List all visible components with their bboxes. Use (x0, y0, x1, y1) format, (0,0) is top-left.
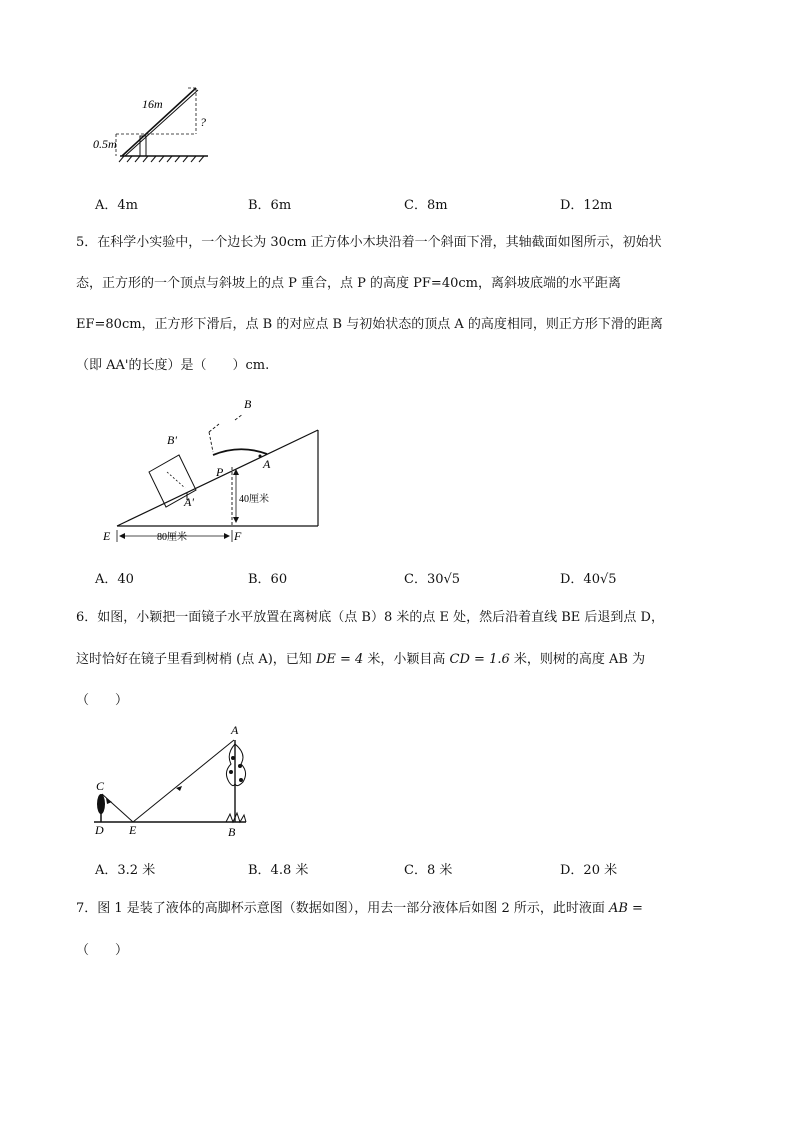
q7-line-1-text: 7．图 1 是装了液体的高脚杯示意图（数据如图），用去一部分液体后如图 2 所示，此时液面 (76, 901, 609, 916)
q6-line-2-mid: 米，小颖目高 (363, 652, 450, 667)
q5-label-b-prime: B' (167, 433, 177, 447)
q4-length-label: 16m (142, 97, 163, 111)
q5-label-p: P (216, 465, 224, 479)
q6-option-c[interactable]: C．8 米 (404, 863, 453, 878)
q4-unknown-label: ? (200, 115, 206, 129)
q6-label-e: E (129, 823, 137, 837)
q5-height-label: 40厘米 (239, 494, 269, 505)
q5-line-2: 态，正方形的一个顶点与斜坡上的点 P 重合，点 P 的高度 PF=40cm，离斜坡底端的水平距离 (76, 276, 621, 291)
q5-base-label: 80厘米 (157, 532, 187, 543)
q5-label-b: B (244, 397, 252, 411)
q5-label-f: F (234, 529, 242, 543)
q5-line-3: EF=80cm，正方形下滑后，点 B 的对应点 B 与初始状态的顶点 A 的高度相同，则正方形下滑的距离 (76, 317, 663, 332)
q5-label-a: A (263, 457, 271, 471)
q5-option-a[interactable]: A．40 (95, 572, 134, 587)
q4-option-c[interactable]: C．8m (404, 198, 448, 213)
q6-math-cd: CD = 1.6 (449, 652, 510, 667)
q6-line-2-start: 这时恰好在镜子里看到树梢 (点 A)，已知 (76, 652, 316, 667)
q6-label-b: B (228, 825, 236, 839)
q6-line-1: 6．如图，小颖把一面镜子水平放置在离树底（点 B）8 米的点 E 处，然后沿着直线 BE 后退到点 D， (76, 610, 664, 625)
q5-label-a-prime: A' (184, 495, 194, 509)
q7-line-2: （ ） (76, 943, 129, 958)
q5-option-b[interactable]: B．60 (248, 572, 288, 587)
q6-option-b[interactable]: B．4.8 米 (248, 863, 309, 878)
q4-option-a[interactable]: A．4m (95, 198, 138, 213)
q5-line-1: 5．在科学小实验中，一个边长为 30cm 正方体小木块沿着一个斜面下滑，其轴截面如图所示，初始状 (76, 235, 662, 250)
q5-option-d[interactable]: D．40√5 (560, 572, 617, 587)
q6-line-2 (76, 651, 645, 669)
q4-height-label: 0.5m (93, 137, 117, 151)
q6-figure (88, 722, 258, 842)
q7-math-ab: AB = (608, 901, 643, 916)
q4-option-d[interactable]: D．12m (560, 198, 613, 213)
q6-label-c: C (96, 779, 105, 793)
q6-option-d[interactable]: D．20 米 (560, 863, 618, 878)
q6-line-2-end: 米，则树的高度 AB 为 (509, 652, 646, 667)
q6-label-d: D (95, 823, 104, 837)
q6-line-3: （ ） (76, 693, 129, 708)
q7-line-1 (76, 900, 643, 918)
q5-figure (95, 392, 335, 550)
q5-label-e: E (103, 529, 111, 543)
q5-line-4: （即 AA'的长度）是（ ）cm. (76, 358, 270, 373)
q6-label-a: A (231, 723, 239, 737)
q4-figure (90, 82, 220, 172)
q4-option-b[interactable]: B．6m (248, 198, 292, 213)
q6-math-de: DE = 4 (315, 652, 364, 667)
q6-option-a[interactable]: A．3.2 米 (95, 863, 156, 878)
q5-option-c[interactable]: C．30√5 (404, 572, 461, 587)
